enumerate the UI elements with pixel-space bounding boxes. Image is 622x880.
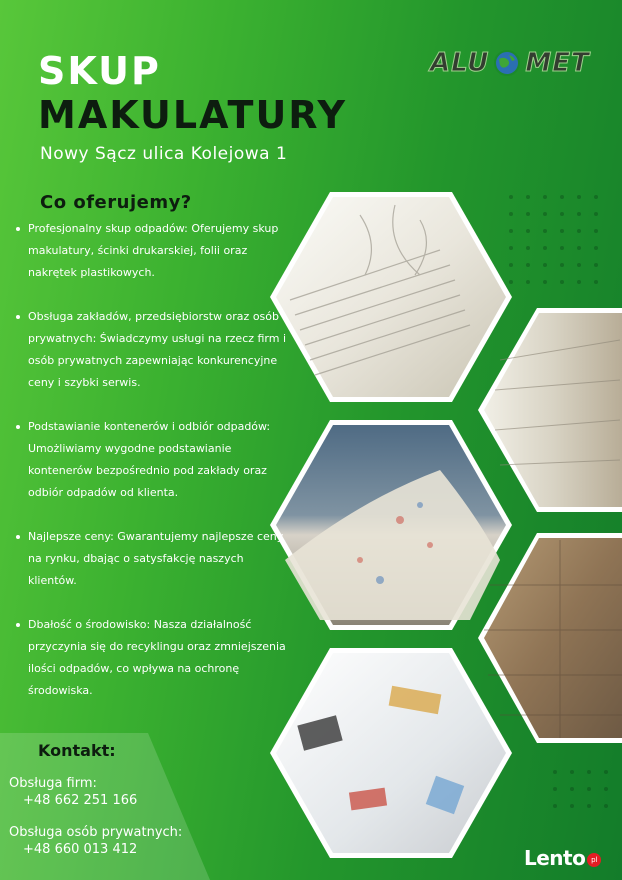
contact-private-label: Obsługa osób prywatnych: bbox=[9, 825, 183, 840]
logo-text-2: MET bbox=[525, 48, 590, 78]
offer-item: Obsługa zakładów, przedsiębiorstw oraz osób prywatnych: Świadczymy usługi na rzecz firm i osób prywatnych zapewniając konkurencyjne ceny i szybki serwis. bbox=[14, 306, 290, 394]
photo-hex-mixed-paper bbox=[270, 648, 512, 858]
photo-hex-warehouse bbox=[270, 420, 512, 630]
contact-firms-phone[interactable]: +48 662 251 166 bbox=[23, 793, 138, 808]
watermark-tld: pl bbox=[587, 853, 601, 867]
contact-private-phone[interactable]: +48 660 013 412 bbox=[23, 842, 138, 857]
offer-item: Podstawianie kontenerów i odbiór odpadów: Umożliwiamy wygodne podstawianie kontenerów bezpośrednio pod zakłady oraz odbiór odpadów od klienta. bbox=[14, 416, 290, 504]
photo-hex-shredded-paper bbox=[270, 192, 512, 402]
lento-watermark bbox=[524, 846, 601, 870]
offer-heading: Co oferujemy? bbox=[40, 192, 192, 213]
title-line-2: MAKULATURY bbox=[38, 93, 348, 137]
photo-hex-cardboard-bales bbox=[478, 533, 622, 743]
contact-firms-label: Obsługa firm: bbox=[9, 776, 97, 791]
title-line-1: SKUP bbox=[38, 49, 161, 93]
recycling-globe-icon bbox=[493, 49, 521, 77]
alumet-logo bbox=[430, 42, 612, 84]
address-subtitle: Nowy Sącz ulica Kolejowa 1 bbox=[40, 144, 288, 164]
offer-item: Profesjonalny skup odpadów: Oferujemy skup makulatury, ścinki drukarskiej, folii oraz nakrętek plastikowych. bbox=[14, 218, 290, 284]
photo-hex-paper-bales bbox=[478, 308, 622, 512]
offer-item: Najlepsze ceny: Gwarantujemy najlepsze ceny na rynku, dbając o satysfakcję naszych klientów. bbox=[14, 526, 290, 592]
logo-text: ALU bbox=[430, 48, 490, 78]
contact-heading: Kontakt: bbox=[38, 741, 116, 760]
offer-item: Dbałość o środowisko: Nasza działalność przyczynia się do recyklingu oraz zmniejszenia ilości odpadów, co wpływa na ochronę środowiska. bbox=[14, 614, 290, 702]
watermark-brand: Lento bbox=[524, 846, 586, 870]
offer-list bbox=[14, 218, 290, 702]
